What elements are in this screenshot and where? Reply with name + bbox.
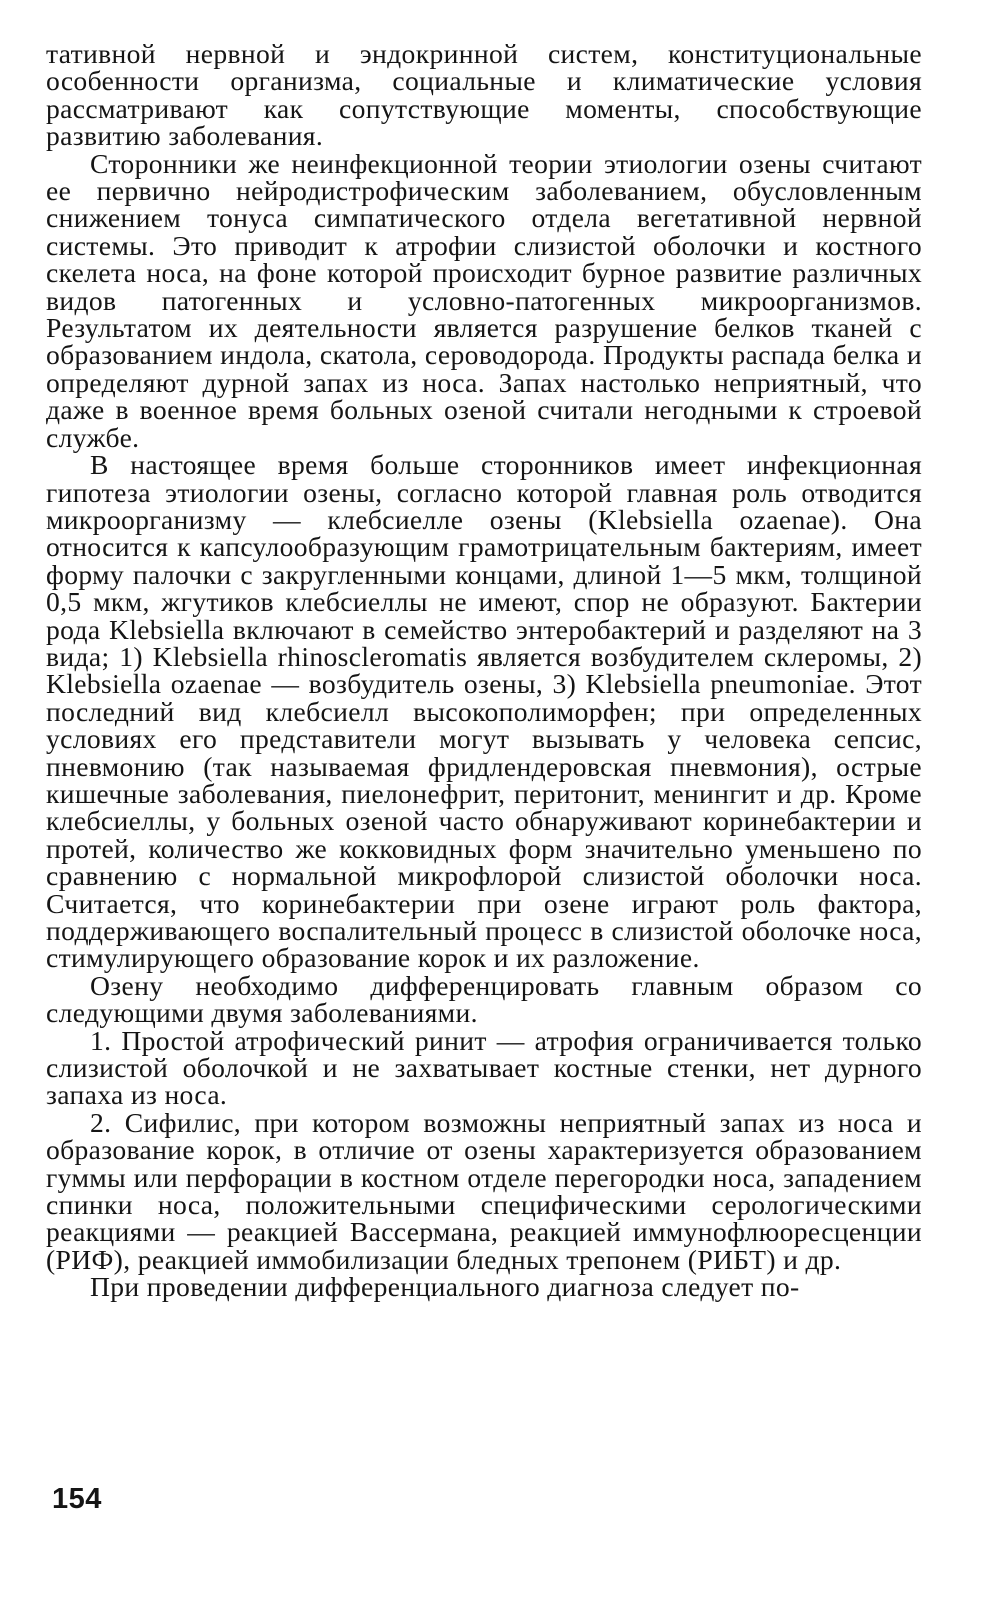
paragraph-final: При проведении дифференциального диагноза следует по- <box>90 1271 800 1303</box>
paragraph-noninfectious-theory: Сторонники же неинфекционной теории этиологии озены считают ее первично нейродистрофическим заболеванием, обусловленным снижением тонуса симпатического отдела вегетативной нервной системы. Это приводит к атрофии слизистой оболочки и костного скелета носа, на фоне которой происходит бурное развитие различных видов патогенных и условно-патогенных микроорганизмов. Результатом их деятельности является разрушение белков тканей с образованием индола, скатола, сероводорода. Продукты распада белка и определяют дурной запах из носа. Запах настолько неприятный, что даже в военное время больных озеной считали негодными к строевой службе. <box>46 147 922 453</box>
paragraph-item-2: 2. Сифилис, при котором возможны неприятный запах из носа и образование корок, в отличие от озены характеризуется образованием гуммы или перфорации в костном отделе перегородки носа, западением спинки носа, положительными специфическими серологическими реакциями — реакцией Вассермана, реакцией иммунофлюоресценции (РИФ), реакцией иммобилизации бледных трепонем (РИБТ) и др. <box>46 1106 922 1275</box>
paragraph-item-1: 1. Простой атрофический ринит — атрофия ограничивается только слизистой оболочкой и не захватывает костные стенки, нет дурного запаха из носа. <box>46 1024 922 1111</box>
paragraph-continuation: тативной нервной и эндокринной систем, конституциональные особенности организма, социальные и климатические условия рассматривают как сопутствующие моменты, способствующие развитию заболевания. <box>46 38 922 152</box>
paragraph-differential-intro: Озену необходимо дифференцировать главным образом со следующими двумя заболеваниями. <box>46 969 922 1029</box>
page-number: 154 <box>52 1483 102 1515</box>
page-body <box>46 40 922 1301</box>
paragraph-infectious-hypothesis: В настоящее время больше сторонников имеет инфекционная гипотеза этиологии озены, согласно которой главная роль отводится микроорганизму — клебсиелле озены (Klebsiella ozaenae). Она относится к капсулообразующим грамотрицательным бактериям, имеет форму палочки с закругленными концами, длиной 1—5 мкм, толщиной 0,5 мкм, жгутиков клебсиеллы не имеют, спор не образуют. Бактерии рода Klebsiella включают в семейство энтеробактерий и разделяют на 3 вида; 1) Klebsiella rhinoscleromatis является возбудителем склеромы, 2) Klebsiella ozaenae — возбудитель озены, 3) Klebsiella pneumoniae. Этот последний вид клебсиелл высокополиморфен; при определенных условиях его представители могут вызывать у человека сепсис, пневмонию (так называемая фридлендеровская пневмония), острые кишечные заболевания, пиелонефрит, перитонит, менингит и др. Кроме клебсиеллы, у больных озеной часто обнаруживают коринебактерии и протей, количество же кокковидных форм значительно уменьшено по сравнению с нормальной микрофлорой слизистой оболочки носа. Считается, что коринебактерии при озене играют роль фактора, поддерживающего воспалительный процесс в слизистой оболочке носа, стимулирующего образование корок и их разложение. <box>46 449 922 974</box>
